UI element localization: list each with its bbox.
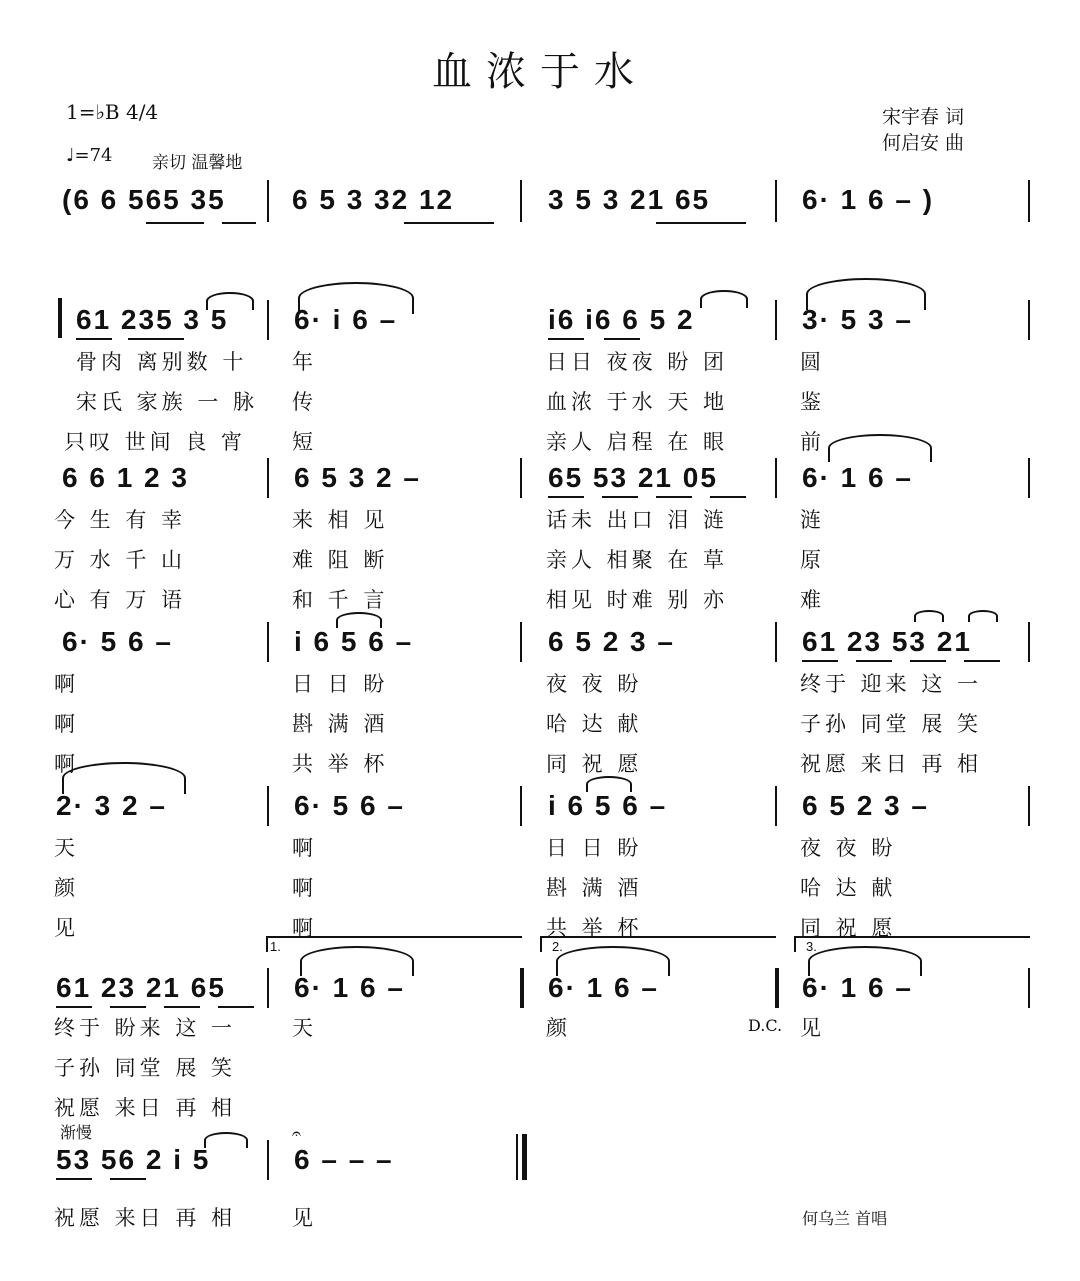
underline [218,1006,254,1008]
measure: 53 56 2 i 5 [56,1144,211,1175]
lyric: 见 [54,916,79,940]
lyric: 终于 盼来 这 一 [54,1016,237,1040]
lyricist-credit: 宋宇春 词 [882,106,965,128]
lyric: 啊 [54,712,79,736]
tempo-marking: ♩=74 [66,145,113,166]
underline [548,338,584,340]
underline [856,660,892,662]
lyric: 哈 达 献 [800,876,897,900]
lyric: 只叹 世间 良 宵 [64,430,247,454]
slur [700,290,748,308]
underline [110,1006,146,1008]
lyric: 今 生 有 幸 [54,508,187,532]
measure: 6· 5 6 – [294,790,405,821]
lyric: 天 [292,1016,317,1040]
barline [1028,300,1030,340]
lyric: 同 祝 愿 [800,916,897,940]
underline [128,338,184,340]
lyric: 圆 [800,350,825,374]
singer-credit: 何乌兰 首唱 [802,1209,888,1228]
measure: i6 i6 6 5 2 [548,304,695,335]
underline [56,1178,92,1180]
measure: 6 5 2 3 – [802,790,929,821]
final-barline-thick [522,1134,527,1180]
lyric: 相见 时难 别 亦 [546,588,729,612]
lyric: 见 [800,1016,825,1040]
lyric: 传 [292,390,317,414]
barline [267,458,269,498]
measure: 61 23 21 65 [56,972,226,1003]
lyric: 哈 达 献 [546,712,643,736]
lyric: 共 举 杯 [546,916,643,940]
barline [775,458,777,498]
lyric: 夜 夜 盼 [800,836,897,860]
barline [775,786,777,826]
lyric: 亲人 相聚 在 草 [546,548,729,572]
underline [222,222,256,224]
underline [656,222,746,224]
measure: 3· 5 3 – [802,304,913,335]
ending-number: 2. [552,939,563,954]
measure: 6· 1 6 – [802,972,913,1003]
measure: 6· 1 6 – [294,972,405,1003]
barline [267,968,269,1008]
measure: 6 5 3 2 – [294,462,421,493]
measure: 6 – – – [294,1144,394,1175]
measure: 61 23 53 21 [802,626,972,657]
barline [267,622,269,662]
barline [267,300,269,340]
underline [964,660,1000,662]
lyric: 年 [292,350,317,374]
underline [56,1006,92,1008]
repeat-start-barline [58,298,62,338]
barline [267,180,269,222]
barline [1028,458,1030,498]
intro-measure-1: (6 6 565 35 [62,184,226,215]
barline [520,180,522,222]
barline [775,180,777,222]
underline [710,496,746,498]
lyric: 鉴 [800,390,825,414]
barline [267,1140,269,1180]
underline [76,338,112,340]
ending-number: 3. [806,939,817,954]
lyric: 难 阻 断 [292,548,389,572]
lyric: 来 相 见 [292,508,389,532]
lyric: 日 日 盼 [292,672,389,696]
lyric: 话未 出口 泪 涟 [546,508,729,532]
underline [164,1006,200,1008]
barline [267,786,269,826]
underline [802,660,838,662]
lyric: 啊 [292,876,317,900]
underline [146,222,204,224]
lyric: 啊 [292,916,317,940]
repeat-end-barline [520,968,524,1008]
slur [914,610,944,622]
underline [910,660,946,662]
lyric: 同 祝 愿 [546,752,643,776]
measure: 6 6 1 2 3 [62,462,189,493]
barline [1028,968,1030,1008]
lyric: 子孙 同堂 展 笑 [800,712,983,736]
barline [520,458,522,498]
measure: 6 5 2 3 – [548,626,675,657]
lyric: 祝愿 来日 再 相 [54,1206,237,1230]
measure: i 6 5 6 – [294,626,414,657]
lyric: 斟 满 酒 [292,712,389,736]
song-title: 血浓于水 [432,49,648,95]
lyric: 颜 [546,1016,571,1040]
barline [1028,786,1030,826]
lyric: 日日 夜夜 盼 团 [546,350,729,374]
barline [520,622,522,662]
double-barline [775,968,779,1008]
ritardando-marking: 渐慢 [60,1123,93,1142]
barline [775,300,777,340]
measure: 65 53 21 05 [548,462,718,493]
lyric: 见 [292,1206,317,1230]
composer-credit: 何启安 曲 [882,132,965,154]
measure: 6· 1 6 – [548,972,659,1003]
measure: 2· 3 2 – [56,790,167,821]
barline [775,622,777,662]
expression-marking: 亲切 温馨地 [152,153,243,173]
underline [548,496,584,498]
underline [656,496,692,498]
underline [604,338,640,340]
underline [110,1178,146,1180]
intro-measure-4: 6· 1 6 – ) [802,184,935,215]
lyric: 前 [800,430,825,454]
lyric: 斟 满 酒 [546,876,643,900]
lyric: 涟 [800,508,825,532]
slur [206,292,254,310]
lyric: 短 [292,430,317,454]
lyric: 和 千 言 [292,588,389,612]
slur [828,434,932,462]
lyric: 亲人 启程 在 眼 [546,430,729,454]
barline [1028,622,1030,662]
lyric: 难 [800,588,825,612]
lyric: 啊 [54,752,79,776]
final-barline [516,1134,518,1180]
ending-number: 1. [270,939,281,954]
measure: 61 235 3 5 [76,304,229,335]
key-signature: 1=♭B 4/4 [66,100,159,124]
underline [404,222,494,224]
lyric: 共 举 杯 [292,752,389,776]
slur [968,610,998,622]
intro-measure-3: 3 5 3 21 65 [548,184,711,215]
lyric: 心 有 万 语 [54,588,187,612]
lyric: 天 [54,836,79,860]
lyric: 啊 [54,672,79,696]
lyric: 宋氏 家族 一 脉 [76,390,259,414]
dc-marking: D.C. [748,1016,783,1035]
final-barline [1028,180,1030,222]
lyric: 血浓 于水 天 地 [546,390,729,414]
slur [204,1132,248,1148]
measure: 6· i 6 – [294,304,398,335]
lyric: 骨肉 离别数 十 [76,350,248,374]
lyric: 啊 [292,836,317,860]
measure: 6· 1 6 – [802,462,913,493]
lyric: 夜 夜 盼 [546,672,643,696]
lyric: 祝愿 来日 再 相 [800,752,983,776]
lyric: 万 水 千 山 [54,548,187,572]
lyric: 颜 [54,876,79,900]
intro-measure-2: 6 5 3 32 12 [292,184,455,215]
lyric: 祝愿 来日 再 相 [54,1096,237,1120]
fermata-icon: 𝄐 [292,1124,301,1143]
underline [602,496,638,498]
lyric: 子孙 同堂 展 笑 [54,1056,237,1080]
measure: i 6 5 6 – [548,790,668,821]
lyric: 日 日 盼 [546,836,643,860]
measure: 6· 5 6 – [62,626,173,657]
barline [520,786,522,826]
lyric: 原 [800,548,825,572]
lyric: 终于 迎来 这 一 [800,672,983,696]
